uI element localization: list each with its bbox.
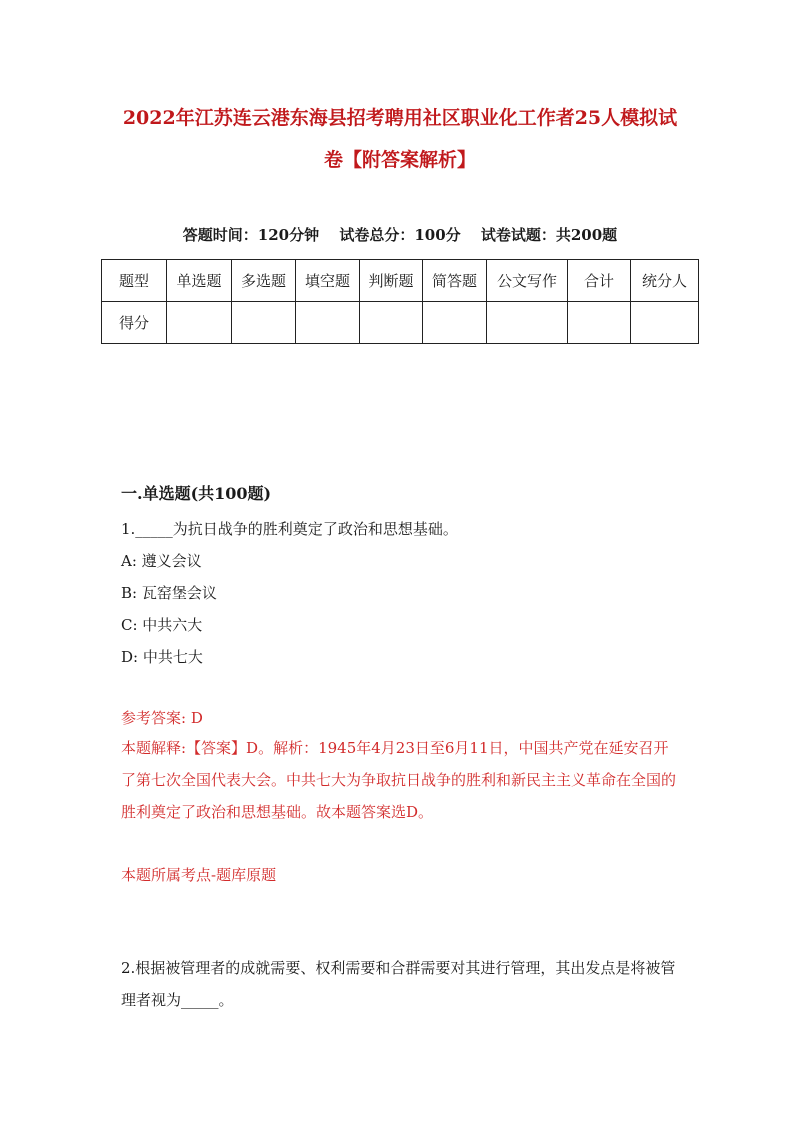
header-cell: 填空题 <box>296 260 360 302</box>
header-cell: 合计 <box>568 260 631 302</box>
score-cell <box>167 302 232 344</box>
section-title: 一.单选题(共100题) <box>121 484 272 503</box>
header-cell: 统分人 <box>631 260 699 302</box>
header-cell: 多选题 <box>232 260 296 302</box>
score-table <box>101 259 699 344</box>
score-row-label: 得分 <box>102 302 167 344</box>
score-cell <box>631 302 699 344</box>
option-c: C: 中共六大 <box>121 616 203 634</box>
exam-meta: 答题时间：120分钟 试卷总分：100分 试卷试题：共200题 <box>182 226 618 244</box>
score-cell <box>360 302 423 344</box>
score-table-header-row <box>102 260 699 302</box>
question-stem: 1._____为抗日战争的胜利奠定了政治和思想基础。 <box>121 520 458 538</box>
header-cell: 单选题 <box>167 260 232 302</box>
option-b: B: 瓦窑堡会议 <box>121 584 217 602</box>
score-table-score-row <box>102 302 699 344</box>
header-cell: 公文写作 <box>487 260 568 302</box>
header-cell: 题型 <box>102 260 167 302</box>
option-a: A: 遵义会议 <box>121 552 202 570</box>
header-cell: 判断题 <box>360 260 423 302</box>
reference-answer: 参考答案: D <box>121 709 203 727</box>
answer-explanation: 本题解释:【答案】D。解析：1945年4月23日至6月11日，中国共产党在延安召开了第七次全国代表大会。中共七大为争取抗日战争的胜利和新民主主义革命在全国的胜利奠定了政治和思想基础。故本题答案选D。 <box>121 739 677 821</box>
question-stem: 2.根据被管理者的成就需要、权利需要和合群需要对其进行管理，其出发点是将被管理者视为_____。 <box>121 959 676 1009</box>
exam-title-line2: 卷【附答案解析】 <box>323 149 476 171</box>
question-source: 本题所属考点-题库原题 <box>121 866 277 884</box>
score-cell <box>423 302 487 344</box>
header-cell: 简答题 <box>423 260 487 302</box>
option-d: D: 中共七大 <box>121 648 203 666</box>
score-cell <box>568 302 631 344</box>
score-cell <box>232 302 296 344</box>
score-cell <box>487 302 568 344</box>
score-cell <box>296 302 360 344</box>
exam-title-line1: 2022年江苏连云港东海县招考聘用社区职业化工作者25人模拟试 <box>122 107 678 129</box>
